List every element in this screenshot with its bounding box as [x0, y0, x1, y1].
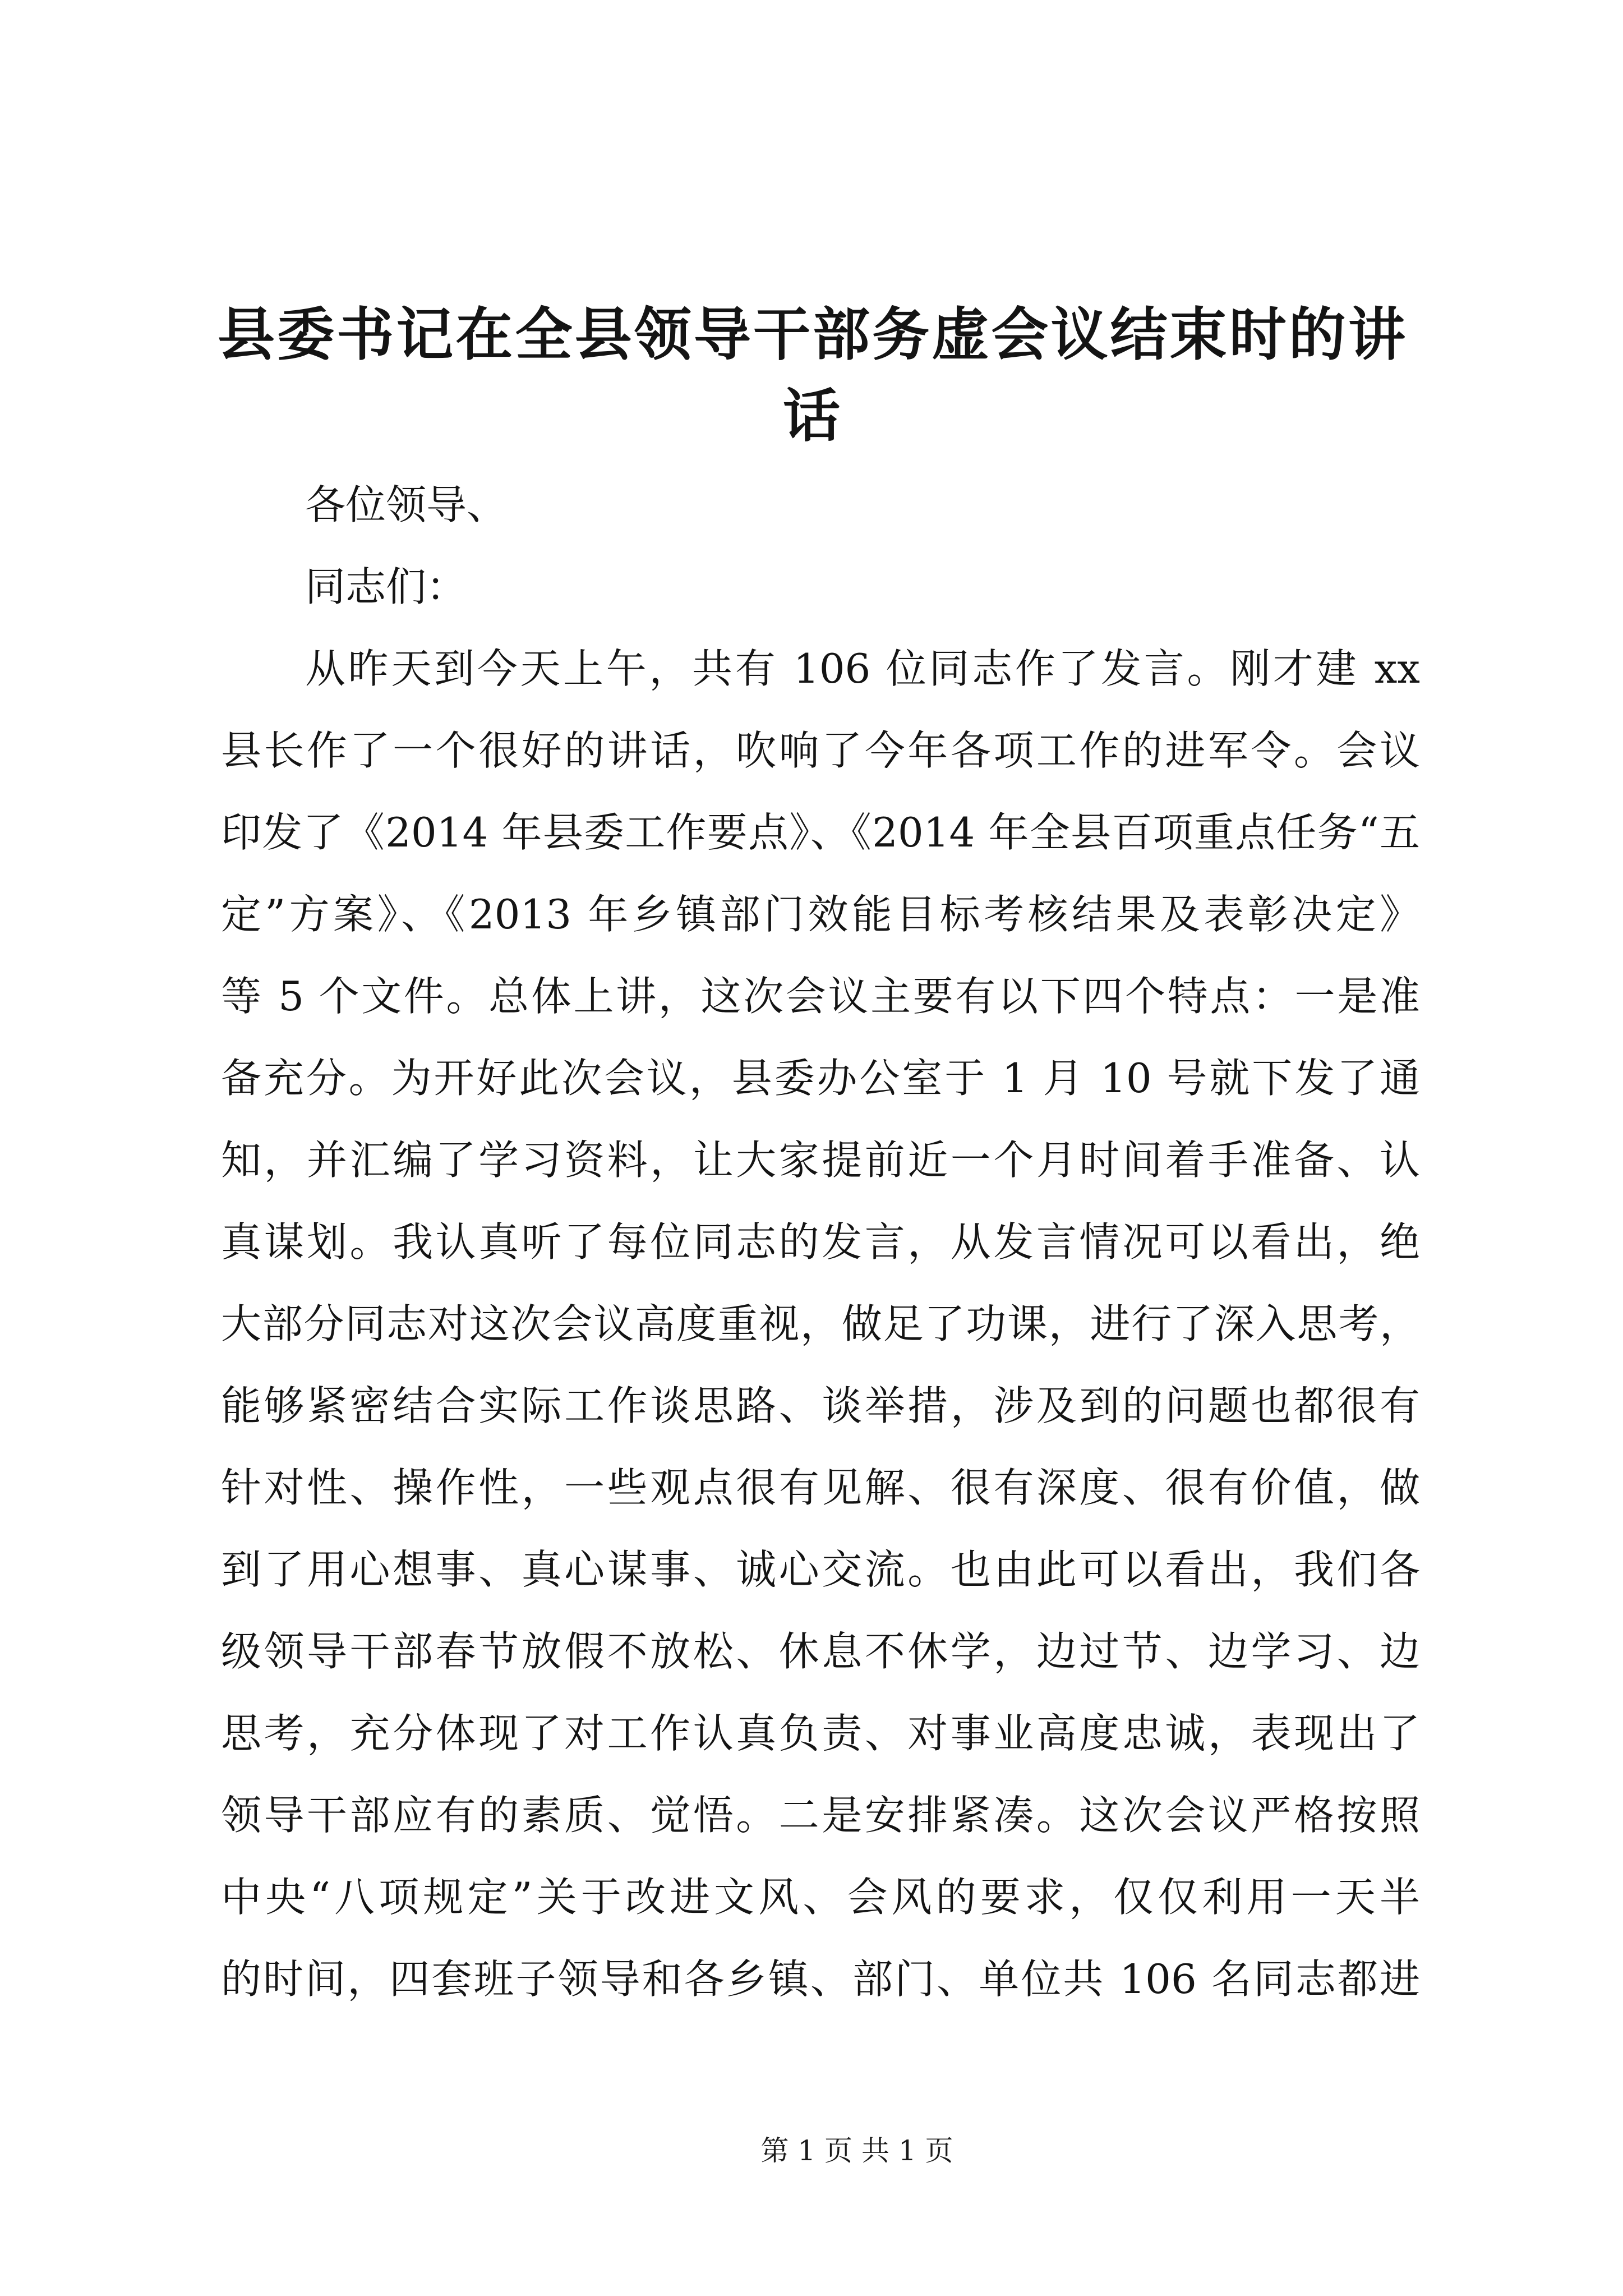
body-line: 思考，充分体现了对工作认真负责、对事业高度忠诚，表现出了 — [221, 1710, 1420, 1757]
body-line: 从昨天到今天上午，共有 106 位同志作了发言。刚才建 xx — [305, 645, 1420, 692]
body-line: 针对性、操作性，一些观点很有见解、很有深度、很有价值，做 — [221, 1464, 1420, 1511]
body-line: 大部分同志对这次会议高度重视，做足了功课，进行了深入思考， — [221, 1300, 1420, 1347]
body-line: 能够紧密结合实际工作谈思路、谈举措，涉及到的问题也都很有 — [221, 1382, 1420, 1429]
body-line: 领导干部应有的素质、觉悟。二是安排紧凑。这次会议严格按照 — [221, 1792, 1420, 1839]
body-line: 的时间，四套班子领导和各乡镇、部门、单位共 106 名同志都进 — [221, 1955, 1420, 2003]
body-line: 真谋划。我认真听了每位同志的发言，从发言情况可以看出，绝 — [221, 1218, 1420, 1266]
document-body — [221, 464, 1420, 2020]
body-line: 印发了《2014 年县委工作要点》、《2014 年全县百项重点任务“五 — [221, 809, 1420, 856]
body-line: 备充分。为开好此次会议，县委办公室于 1 月 10 号就下发了通 — [221, 1055, 1420, 1102]
body-line: 中央“八项规定”关于改进文风、会风的要求，仅仅利用一天半 — [221, 1874, 1420, 1921]
salutation-line: 同志们： — [305, 563, 467, 610]
salutation-line: 各位领导、 — [305, 481, 508, 528]
body-line: 到了用心想事、真心谋事、诚心交流。也由此可以看出，我们各 — [221, 1546, 1420, 1593]
body-line: 县长作了一个很好的讲话，吹响了今年各项工作的进军令。会议 — [221, 727, 1420, 774]
page-footer: 第 1 页 共 1 页 — [760, 2134, 953, 2167]
body-line: 定”方案》、《2013 年乡镇部门效能目标考核结果及表彰决定》 — [221, 891, 1420, 938]
document-title — [218, 295, 1405, 457]
body-line: 知，并汇编了学习资料，让大家提前近一个月时间着手准备、认 — [221, 1137, 1420, 1184]
body-line: 级领导干部春节放假不放松、休息不休学，边过节、边学习、边 — [221, 1628, 1420, 1675]
title-line: 话 — [783, 383, 840, 450]
title-line: 县委书记在全县领导干部务虚会议结束时的讲 — [218, 301, 1405, 369]
body-line: 等 5 个文件。总体上讲，这次会议主要有以下四个特点：一是准 — [221, 973, 1420, 1020]
